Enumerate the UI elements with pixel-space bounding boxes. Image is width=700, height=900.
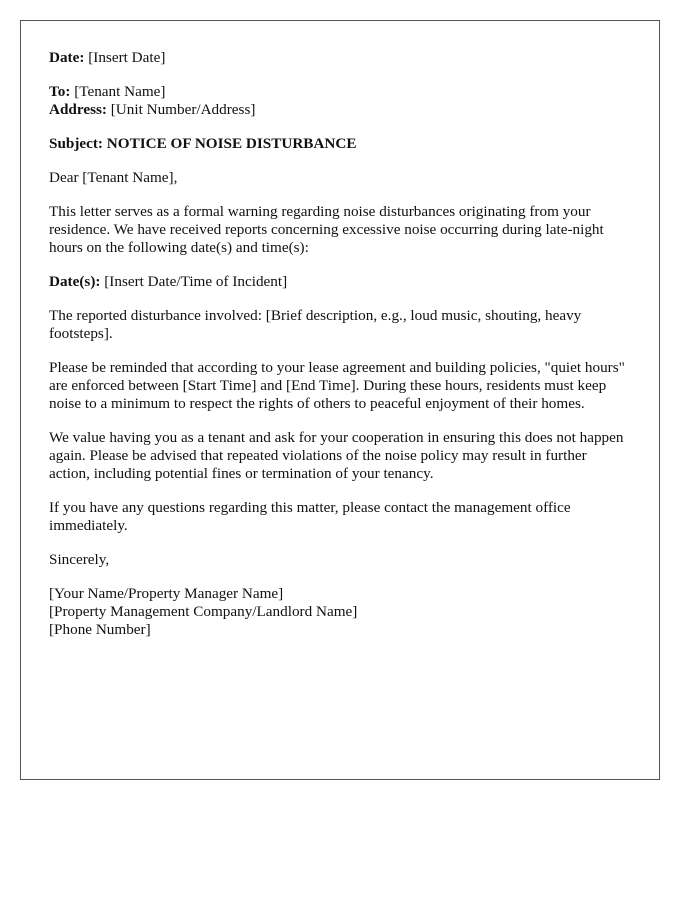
to-value: [Tenant Name] bbox=[74, 83, 166, 100]
subject-line bbox=[49, 135, 631, 153]
to-label: To: bbox=[49, 83, 71, 100]
recipient-block bbox=[49, 83, 631, 119]
paragraph-quiet-hours: Please be reminded that according to your lease agreement and building policies, "quiet hours" are enforced between [Start Time] and [End Time]. During these hours, residents must keep noise to a minimum to respect the rights of others to peaceful enjoyment of their homes. bbox=[49, 359, 625, 412]
date-line bbox=[49, 49, 631, 67]
phone-number: [Phone Number] bbox=[49, 621, 151, 638]
letter-page bbox=[20, 20, 660, 780]
salutation: Dear [Tenant Name], bbox=[49, 169, 178, 186]
subject-label: Subject: bbox=[49, 135, 103, 152]
subject-value: NOTICE OF NOISE DISTURBANCE bbox=[106, 135, 357, 152]
address-line bbox=[49, 101, 631, 119]
date-label: Date: bbox=[49, 49, 85, 66]
paragraph-contact: If you have any questions regarding this matter, please contact the management office immediately. bbox=[49, 499, 571, 534]
paragraph-description: The reported disturbance involved: [Brief description, e.g., loud music, shouting, heavy footsteps]. bbox=[49, 307, 582, 342]
to-line bbox=[49, 83, 631, 101]
address-value: [Unit Number/Address] bbox=[110, 101, 256, 118]
incident-dates-line bbox=[49, 273, 631, 291]
incident-label: Date(s): bbox=[49, 273, 101, 290]
company-name: [Property Management Company/Landlord Name] bbox=[49, 603, 358, 620]
paragraph-warning: This letter serves as a formal warning regarding noise disturbances originating from your residence. We have received reports concerning excessive noise occurring during late-night hours on the following date(s) and time(s): bbox=[49, 203, 604, 256]
paragraph-cooperation: We value having you as a tenant and ask for your cooperation in ensuring this does not happen again. Please be advised that repeated violations of the noise policy may result in further action, including potential fines or termination of your tenancy. bbox=[49, 429, 624, 482]
date-value: [Insert Date] bbox=[88, 49, 166, 66]
incident-value: [Insert Date/Time of Incident] bbox=[104, 273, 288, 290]
signature-block bbox=[49, 585, 631, 639]
sign-off: Sincerely, bbox=[49, 551, 110, 568]
address-label: Address: bbox=[49, 101, 107, 118]
signer-name: [Your Name/Property Manager Name] bbox=[49, 585, 284, 602]
